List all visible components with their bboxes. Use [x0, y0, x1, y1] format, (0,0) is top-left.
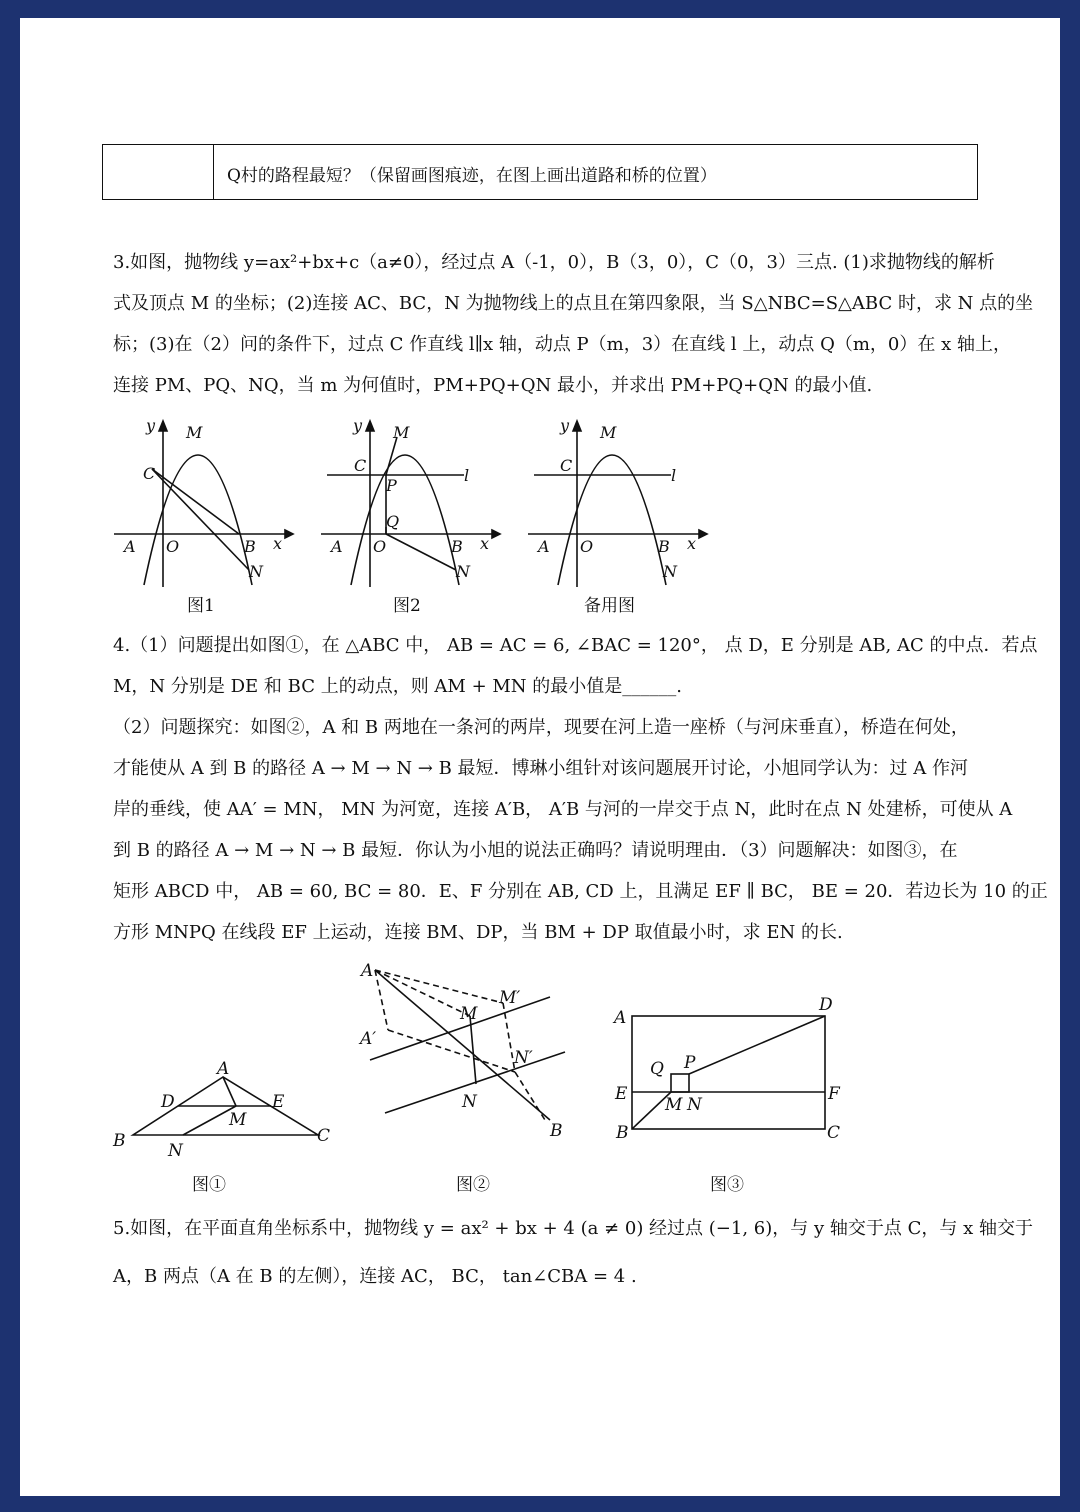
label-P: P: [386, 476, 397, 495]
label-A: A: [331, 537, 343, 556]
label-O: O: [580, 537, 594, 556]
text-line: 5.如图，在平面直角坐标系中，抛物线 y = ax² + bx + 4 (a ≠ 0) 经过点 (−1, 6)，与 y 轴交于点 C，与 x 轴交于: [113, 1218, 1033, 1239]
label-A: A: [217, 1059, 230, 1079]
caption-figure-2: 图2: [393, 596, 421, 616]
label-N: N: [462, 1092, 477, 1112]
table-cell-text: Q村的路程最短？（保留画图痕迹，在图上画出道路和桥的位置）: [227, 166, 717, 186]
table-cell-empty: [103, 145, 214, 199]
label-l: l: [671, 466, 677, 485]
label-M: M: [665, 1095, 683, 1115]
text-line: 标；(3)在（2）问的条件下，过点 C 作直线 l∥x 轴，动点 P（m，3）在直线 l 上，动点 Q（m，0）在 x 轴上，: [113, 334, 1011, 355]
label-O: O: [373, 537, 387, 556]
label-M: M: [460, 1004, 478, 1024]
text-line: 岸的垂线，使 AA′ = MN， MN 为河宽，连接 A′B， A′B 与河的一岸交于点 N，此时在点 N 处建桥，可使从 A: [113, 799, 1013, 820]
label-P: P: [684, 1053, 696, 1073]
label-x: x: [687, 534, 697, 553]
label-C: C: [317, 1126, 331, 1146]
figure-1-graph: [114, 421, 293, 587]
label-B: B: [658, 537, 670, 556]
caption-spare-figure: 备用图: [584, 596, 635, 616]
label-M-prime: M′: [499, 988, 521, 1008]
label-A: A: [538, 537, 550, 556]
caption-figure-1: 图1: [187, 596, 215, 616]
spare-figure-graph: [528, 421, 707, 587]
label-M: M: [600, 423, 617, 442]
problem-3-figures: [110, 415, 710, 590]
text-line: 式及顶点 M 的坐标；(2)连接 AC、BC，N 为抛物线上的点且在第四象限，当 S△NBC=S△ABC 时，求 N 点的坐: [113, 293, 1034, 314]
text-line: 方形 MNPQ 在线段 EF 上运动，连接 BM、DP，当 BM + DP 取值最小时，求 EN 的长.: [113, 922, 843, 943]
label-x: x: [480, 534, 490, 553]
label-A: A: [614, 1008, 627, 1028]
text-line: 到 B 的路径 A → M → N → B 最短．你认为小旭的说法正确吗？请说明理由．（3）问题解决：如图③，在: [113, 840, 958, 861]
label-y: y: [353, 416, 363, 435]
label-A: A: [124, 537, 136, 556]
label-x: x: [273, 534, 283, 553]
problem-4-text: [113, 625, 1048, 953]
text-line: 3.如图，抛物线 y=ax²+bx+c（a≠0），经过点 A（-1，0），B（3，0），C（0，3）三点. (1)求抛物线的解析: [113, 252, 995, 273]
label-E: E: [615, 1084, 628, 1104]
label-B: B: [113, 1131, 126, 1151]
label-E: E: [272, 1092, 285, 1112]
label-M: M: [186, 423, 203, 442]
label-y: y: [146, 416, 156, 435]
label-B: B: [550, 1121, 563, 1141]
label-N: N: [249, 562, 263, 581]
problem-3-text: [113, 242, 1034, 406]
label-D: D: [161, 1092, 175, 1112]
label-C: C: [143, 464, 156, 483]
label-B: B: [616, 1123, 629, 1143]
label-C: C: [827, 1123, 841, 1143]
label-B: B: [244, 537, 256, 556]
text-line: A，B 两点（A 在 B 的左侧），连接 AC， BC， tan∠CBA = 4 .: [113, 1266, 637, 1287]
text-line: （2）问题探究：如图②，A 和 B 两地在一条河的两岸，现要在河上造一座桥（与河床垂直），桥造在何处，: [113, 717, 969, 738]
label-A: A: [361, 961, 374, 981]
continuation-table: [102, 144, 978, 200]
label-C: C: [354, 456, 367, 475]
label-A-prime: A′: [360, 1029, 377, 1049]
text-line: 连接 PM、PQ、NQ，当 m 为何值时，PM+PQ+QN 最小，并求出 PM+PQ+QN 的最小值.: [113, 375, 873, 396]
label-y: y: [560, 416, 570, 435]
label-C: C: [560, 456, 573, 475]
label-B: B: [451, 537, 463, 556]
label-F: F: [828, 1084, 840, 1104]
figure-2-graph: [321, 421, 500, 587]
caption-figure-circle-3: 图③: [710, 1175, 744, 1195]
label-N: N: [168, 1141, 183, 1160]
label-N-prime: N′: [514, 1048, 533, 1068]
text-line: 4.（1）问题提出如图①，在 △ABC 中， AB = AC = 6, ∠BAC = 120°， 点 D，E 分别是 AB, AC 的中点．若点: [113, 635, 1038, 656]
problem-4-figures: [105, 960, 865, 1160]
text-line: 矩形 ABCD 中， AB = 60, BC = 80．E、F 分别在 AB, CD 上，且满足 EF ∥ BC， BE = 20．若边长为 10 的正: [113, 881, 1048, 902]
label-M: M: [229, 1110, 247, 1130]
label-N: N: [456, 562, 470, 581]
caption-figure-circle-1: 图①: [192, 1175, 226, 1195]
caption-figure-circle-2: 图②: [456, 1175, 490, 1195]
label-Q: Q: [386, 512, 400, 531]
label-N: N: [687, 1095, 702, 1115]
text-line: M，N 分别是 DE 和 BC 上的动点，则 AM + MN 的最小值是______.: [113, 676, 682, 697]
label-N: N: [663, 562, 677, 581]
text-line: 才能使从 A 到 B 的路径 A → M → N → B 最短．博琳小组针对该问题展开讨论，小旭同学认为：过 A 作河: [113, 758, 968, 779]
label-O: O: [166, 537, 180, 556]
problem-5-text: [113, 1205, 1033, 1301]
label-l: l: [464, 466, 470, 485]
label-D: D: [819, 995, 833, 1015]
label-M: M: [393, 423, 410, 442]
label-Q: Q: [650, 1059, 664, 1079]
